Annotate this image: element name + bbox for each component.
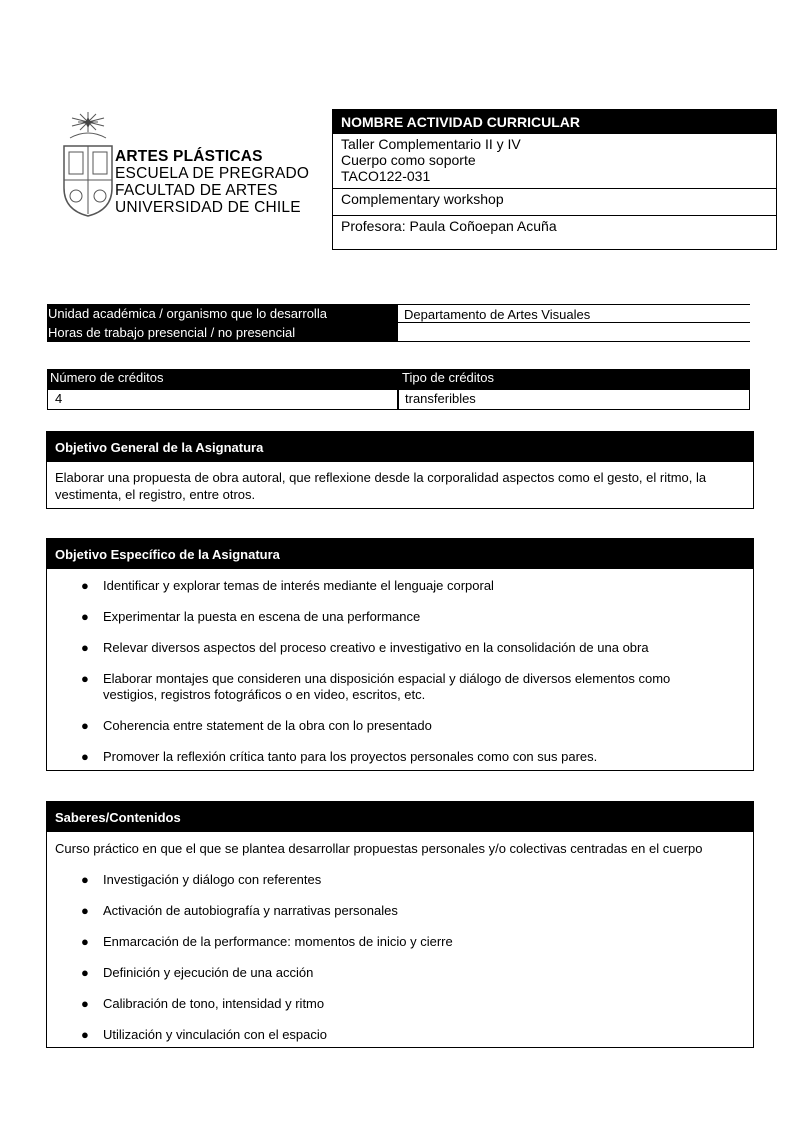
list-item: ● Elaborar montajes que consideren una disposición espacial y diálogo de diversos elementos como vestigios, registros fotográficos o en video, escritos, etc.	[81, 671, 671, 702]
activity-name-table	[332, 109, 777, 250]
list-item: ● Utilización y vinculación con el espacio	[81, 1027, 328, 1042]
list-item: ● Experimentar la puesta en escena de una performance	[81, 609, 421, 624]
list-item: ● Promover la reflexión crítica tanto para los proyectos personales como con sus pares.	[81, 749, 598, 764]
list-item: ● Enmarcación de la performance: momentos de inicio y cierre	[81, 934, 453, 949]
activity-header: NOMBRE ACTIVIDAD CURRICULAR	[333, 110, 776, 134]
logo-title: ARTES PLÁSTICAS	[115, 148, 263, 165]
general-objective-title: Objetivo General de la Asignatura	[47, 432, 753, 462]
activity-english-name: Complementary workshop	[333, 188, 776, 215]
contents-title: Saberes/Contenidos	[47, 802, 753, 832]
list-item: ● Coherencia entre statement de la obra con lo presentado	[81, 718, 432, 733]
list-item: ● Investigación y diálogo con referentes	[81, 872, 322, 887]
credits-table	[47, 369, 750, 410]
logo-school: ESCUELA DE PREGRADO	[115, 165, 310, 182]
contents-list	[47, 857, 753, 1043]
list-item: ● Relevar diversos aspectos del proceso creativo e investigativo en la consolidación de una obra	[81, 640, 649, 655]
list-item: ● Activación de autobiografía y narrativas personales	[81, 903, 398, 918]
list-item: ● Identificar y explorar temas de interés mediante el lenguaje corporal	[81, 578, 494, 593]
logo-faculty: FACULTAD DE ARTES	[115, 182, 278, 199]
hours-label: Horas de trabajo presencial / no presencial	[47, 323, 398, 342]
specific-objective-section	[46, 538, 754, 771]
credits-type-label: Tipo de créditos	[399, 369, 750, 389]
contents-section	[46, 801, 754, 1048]
credits-type-value: transferibles	[397, 389, 750, 410]
unit-row	[47, 304, 750, 323]
list-item: ● Calibración de tono, intensidad y ritmo	[81, 996, 325, 1011]
specific-objective-title: Objetivo Específico de la Asignatura	[47, 539, 753, 569]
general-objective-text: Elaborar una propuesta de obra autoral, que reflexione desde la corporalidad aspectos como el gesto, el ritmo, la vestimenta, el registro, entre otros.	[55, 470, 707, 502]
specific-objective-list	[47, 569, 753, 765]
contents-intro: Curso práctico en que el que se plantea desarrollar propuestas personales y/o colectivas centradas en el cuerpo	[55, 841, 703, 856]
activity-name-line1: Taller Complementario II y IV	[341, 136, 521, 152]
academic-unit-table	[47, 304, 750, 343]
unit-label: Unidad académica / organismo que lo desarrolla	[47, 304, 398, 323]
general-objective-section	[46, 431, 754, 509]
unit-value: Departamento de Artes Visuales	[397, 304, 750, 323]
activity-code: TACO122-031	[341, 168, 431, 184]
activity-name-cell	[333, 134, 776, 188]
coat-of-arms-icon	[60, 110, 115, 220]
university-logo	[60, 110, 320, 220]
credits-number-label: Número de créditos	[47, 369, 399, 389]
activity-teacher: Profesora: Paula Coñoepan Acuña	[333, 215, 776, 252]
hours-row	[47, 323, 750, 342]
credits-number-value: 4	[47, 389, 399, 410]
hours-value	[397, 323, 750, 342]
logo-university: UNIVERSIDAD DE CHILE	[115, 199, 301, 216]
list-item: ● Definición y ejecución de una acción	[81, 965, 314, 980]
activity-name-line2: Cuerpo como soporte	[341, 152, 476, 168]
